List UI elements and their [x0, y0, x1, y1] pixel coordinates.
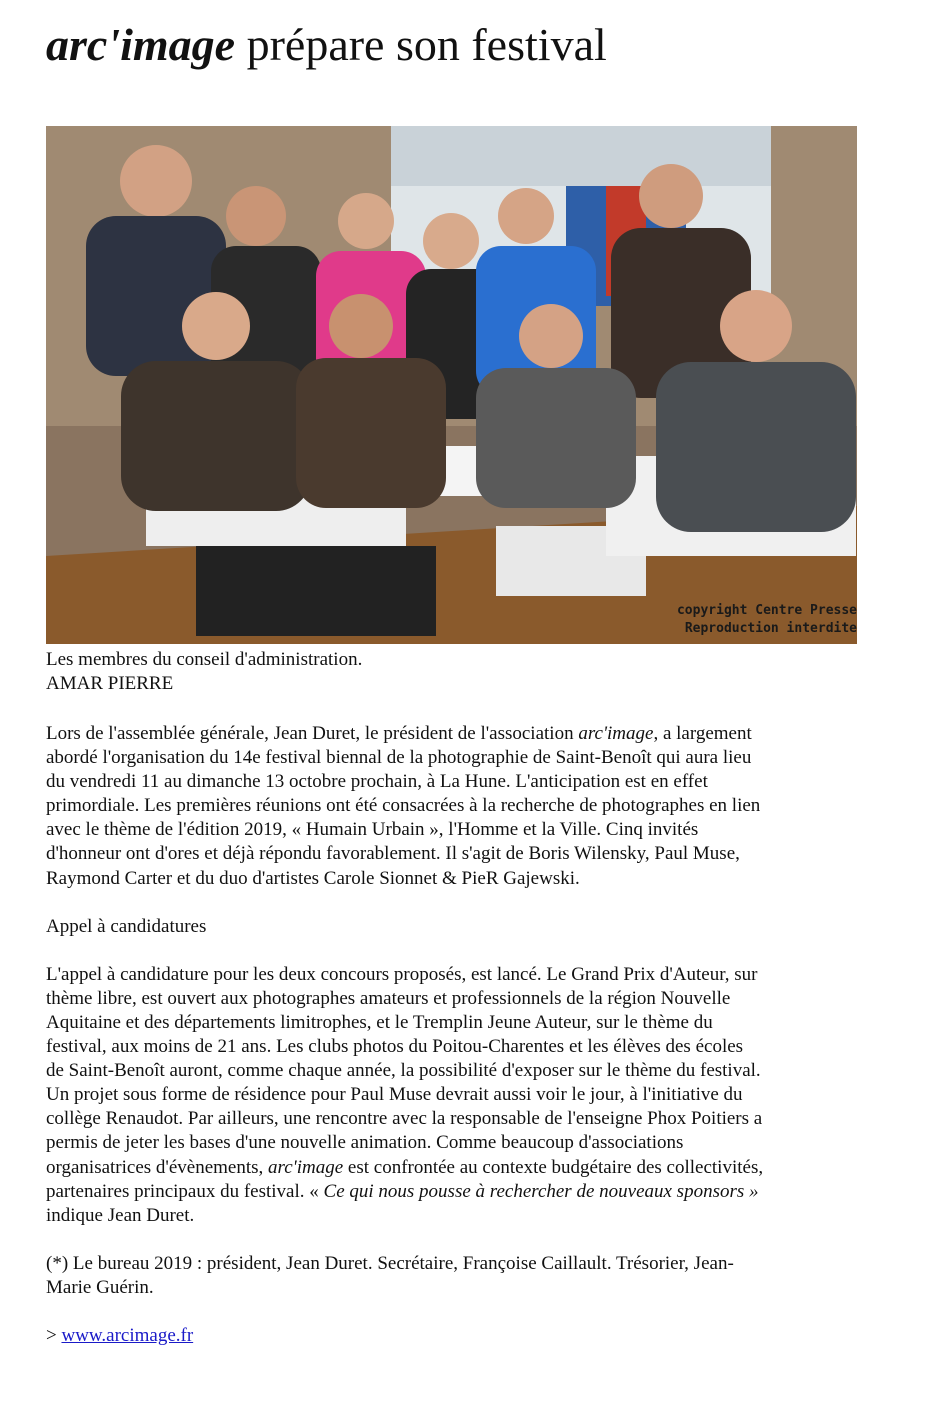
- caption-author: AMAR PIERRE: [46, 673, 174, 694]
- text-line: organisatrices d'évènements, arc'image est confrontée au contexte budgétaire des collectivités,: [46, 1156, 764, 1178]
- text-line: (*) Le bureau 2019 : président, Jean Duret. Secrétaire, Françoise Caillault. Trésorier, Jean-: [46, 1252, 734, 1274]
- subheading-text: Appel à candidatures: [46, 915, 207, 937]
- title-rest: prépare son festival: [235, 19, 607, 70]
- text-line: partenaires principaux du festival. « Ce qui nous pousse à rechercher de nouveaux sponsors »: [46, 1180, 759, 1202]
- group-photo-illustration: [46, 126, 857, 644]
- caption-text: Les membres du conseil d'administration.: [46, 649, 363, 670]
- text-line: du vendredi 11 au dimanche 13 octobre prochain, à La Hune. L'anticipation est en effet: [46, 771, 708, 793]
- photo-caption: [46, 648, 362, 696]
- text-line: Aquitaine et des départements limitrophes, et le Tremplin Jeune Auteur, sur le thème du: [46, 1011, 713, 1033]
- text-line: de Saint-Benoît auront, comme chaque année, la possibilité d'exposer sur le thème du festival.: [46, 1060, 761, 1082]
- title-brand: arc'image: [46, 19, 236, 70]
- text-line: collège Renaudot. Par ailleurs, une rencontre avec la responsable de l'enseigne Phox Poitiers a: [46, 1108, 763, 1130]
- text-line: d'honneur ont d'ores et déjà répondu favorablement. Il s'agit de Boris Wilensky, Paul Muse,: [46, 843, 740, 865]
- article-title: [46, 14, 607, 76]
- text-line: primordiale. Les premières réunions ont été consacrées à la recherche de photographes en lien: [46, 795, 761, 817]
- text-line: thème libre, est ouvert aux photographes amateurs et professionnels de la région Nouvelle: [46, 987, 731, 1009]
- text-line: festival, aux moins de 21 ans. Les clubs photos du Poitou-Charentes et les élèves des écoles: [46, 1036, 744, 1058]
- paragraph-1: [46, 722, 866, 891]
- link-prefix: >: [46, 1324, 62, 1346]
- paragraph-2: [46, 963, 866, 1228]
- photo-credit: [677, 602, 857, 638]
- photo-credit-line-1: copyright Centre Presse: [676, 603, 857, 618]
- text-line: abordé l'organisation du 14e festival biennal de la photographie de Saint-Benoît qui aura lieu: [46, 747, 752, 769]
- text-line: Lors de l'assemblée générale, Jean Duret, le président de l'association arc'image, a largement: [46, 723, 752, 744]
- subheading: [46, 915, 866, 939]
- bureau-note: [46, 1252, 866, 1300]
- article-photo: [46, 126, 857, 644]
- article-body: [46, 722, 866, 1372]
- website-link[interactable]: www.arcimage.fr: [61, 1324, 194, 1346]
- quote-inline: Ce qui nous pousse à rechercher de nouveaux sponsors »: [323, 1180, 759, 1202]
- text-line: Un projet sous forme de résidence pour Paul Muse devrait aussi voir le jour, à l'initiative du: [46, 1084, 743, 1106]
- website-line: [46, 1324, 866, 1348]
- text-line: avec le thème de l'édition 2019, « Humain Urbain », l'Homme et la Ville. Cinq invités: [46, 819, 699, 841]
- brand-inline: arc'image: [268, 1156, 344, 1178]
- text-line: L'appel à candidature pour les deux concours proposés, est lancé. Le Grand Prix d'Auteur, sur: [46, 963, 758, 985]
- text-line: Raymond Carter et du duo d'artistes Carole Sionnet & PieR Gajewski.: [46, 867, 580, 889]
- brand-inline: arc'image: [578, 723, 654, 744]
- text-line: Marie Guérin.: [46, 1276, 154, 1298]
- text-line: permis de jeter les bases d'une nouvelle animation. Comme beaucoup d'associations: [46, 1132, 684, 1154]
- text-line: indique Jean Duret.: [46, 1204, 195, 1226]
- photo-credit-line-2: Reproduction interdite: [684, 621, 857, 636]
